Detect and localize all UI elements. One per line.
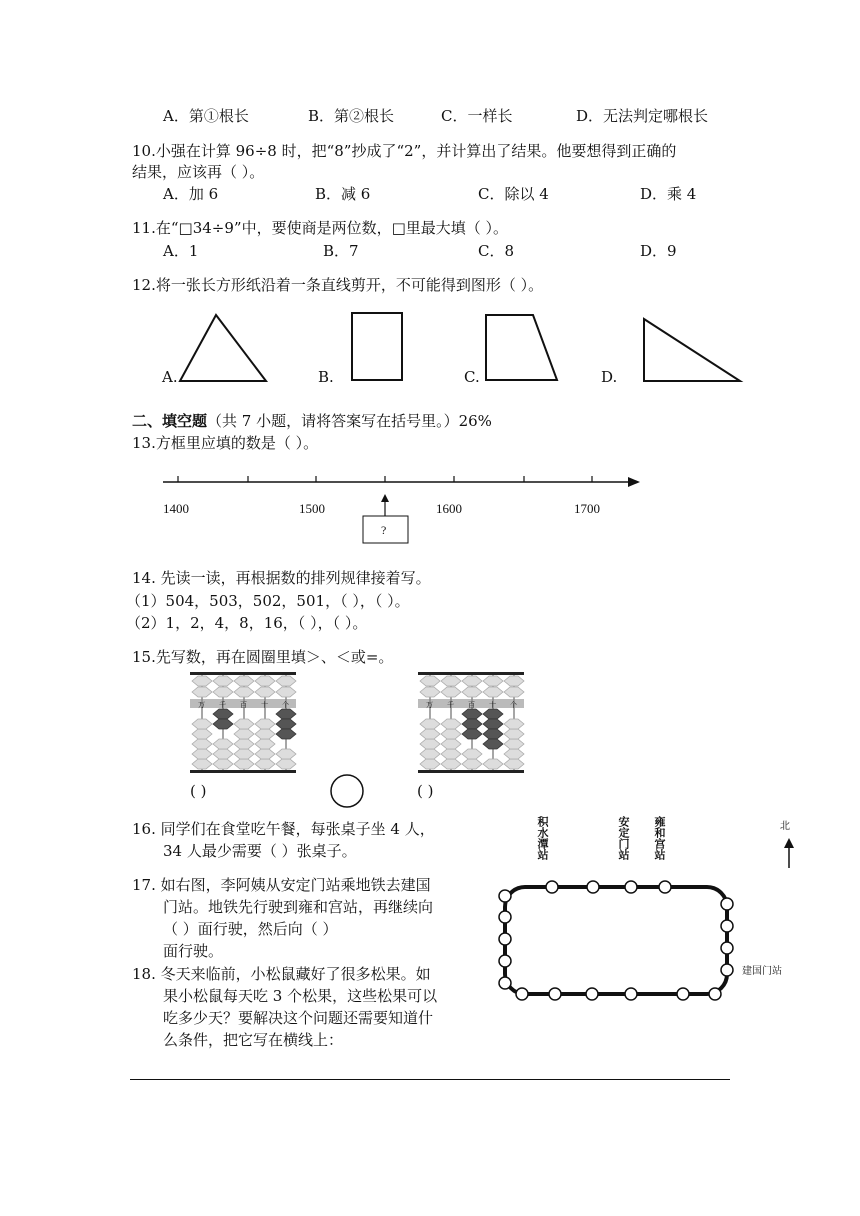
station-dots xyxy=(499,881,733,1000)
station-andingmen-label: 安定门站 xyxy=(617,816,629,860)
abacus-rod-label: 万 xyxy=(198,701,205,709)
q17-line2: 门站。地铁先行驶到雍和宫站，再继续向 xyxy=(163,898,434,916)
abacus-rod-label: 十 xyxy=(489,701,496,709)
q9-option-d: D．无法判定哪根长 xyxy=(576,107,709,125)
q13-stem: 13.方框里应填的数是（ ）。 xyxy=(132,434,319,452)
q12-stem: 12.将一张长方形纸沿着一条直线剪开，不可能得到图形（ ）。 xyxy=(132,276,544,294)
q12-label-d: D. xyxy=(601,368,618,386)
q17-line4: 面行驶。 xyxy=(163,942,224,960)
q17-line1: 17. 如右图，李阿姨从安定门站乘地铁去建国 xyxy=(132,876,431,894)
q17-line3: （ ）面行驶，然后向（ ） xyxy=(163,920,338,938)
north-arrow-icon xyxy=(784,838,794,868)
q18-line2: 果小松鼠每天吃 3 个松果，这些松果可以 xyxy=(163,987,438,1005)
q15-left-answer-blank[interactable]: ( ) xyxy=(190,782,207,800)
q12-label-c: C. xyxy=(464,368,480,386)
subway-loop xyxy=(505,887,727,994)
q11-option-b: B．7 xyxy=(323,242,359,260)
q12-label-a: A. xyxy=(162,368,178,386)
q11-option-d: D．9 xyxy=(640,242,677,260)
q10-option-c: C．除以 4 xyxy=(478,185,549,203)
q13-tick-1600: 1600 xyxy=(436,501,462,516)
q9-option-c: C．一样长 xyxy=(441,107,513,125)
q14-stem: 14. 先读一读，再根据数的排列规律接着写。 xyxy=(132,569,431,587)
abacus-rod-label: 个 xyxy=(510,701,517,709)
q18-line1: 18. 冬天来临前，小松鼠藏好了很多松果。如 xyxy=(132,965,431,983)
q12-label-b: B. xyxy=(318,368,334,386)
q16-line2: 34 人最少需要（ ）张桌子。 xyxy=(163,842,357,860)
q10-option-b: B．减 6 xyxy=(315,185,371,203)
station-jishuitan-label: 积水潭站 xyxy=(536,816,548,860)
q10-option-d: D．乘 4 xyxy=(640,185,697,203)
abacus-rod-label: 个 xyxy=(282,701,289,709)
abacus-rod-label: 万 xyxy=(426,701,433,709)
q15-stem: 15.先写数，再在圆圈里填＞、＜或=。 xyxy=(132,648,394,666)
q18-line3: 吃多少天？要解决这个问题还需要知道什 xyxy=(163,1009,434,1027)
q10-stem-line2: 结果，应该再（ ）。 xyxy=(132,163,265,181)
q13-tick-1500: 1500 xyxy=(299,501,325,516)
station-yonghegong-label: 雍和宫站 xyxy=(653,816,665,860)
section2-title: 二、填空题 xyxy=(132,412,208,430)
q11-option-a: A．1 xyxy=(163,242,199,260)
q9-option-b: B．第②根长 xyxy=(308,107,395,125)
q14-line2: （2）1，2，4，8，16，（ ），（ ）。 xyxy=(126,614,368,632)
q11-stem: 11.在“□34÷9”中，要使商是两位数，□里最大填（ ）。 xyxy=(132,219,509,237)
north-label: 北 xyxy=(780,821,790,832)
q13-tick-1400: 1400 xyxy=(163,501,189,516)
q10-option-a: A．加 6 xyxy=(163,185,219,203)
q13-box-label: ? xyxy=(381,523,387,537)
abacus-rod-label: 十 xyxy=(261,701,268,709)
q16-line1: 16. 同学们在食堂吃午餐，每张桌子坐 4 人， xyxy=(132,820,435,838)
q10-stem-line1: 10.小强在计算 96÷8 时，把“8”抄成了“2”，并计算出了结果。他要想得到正确的 xyxy=(132,142,677,160)
q9-option-a: A．第①根长 xyxy=(163,107,249,125)
abacus-rod-label: 百 xyxy=(240,701,247,709)
q14-line1: （1）504，503，502，501，（ ），（ ）。 xyxy=(126,592,410,610)
q15-right-answer-blank[interactable]: ( ) xyxy=(417,782,434,800)
station-jianguomen-label: 建国门站 xyxy=(742,966,782,977)
q11-option-c: C．8 xyxy=(478,242,515,260)
abacus-rod-label: 千 xyxy=(447,701,454,709)
abacus-rod-label: 百 xyxy=(468,701,475,709)
abacus-rod-label: 千 xyxy=(219,701,226,709)
section2-note: （共 7 小题，请将答案写在括号里。）26% xyxy=(207,412,492,430)
q13-tick-1700: 1700 xyxy=(574,501,600,516)
q18-line4: 么条件，把它写在横线上： xyxy=(163,1031,344,1049)
